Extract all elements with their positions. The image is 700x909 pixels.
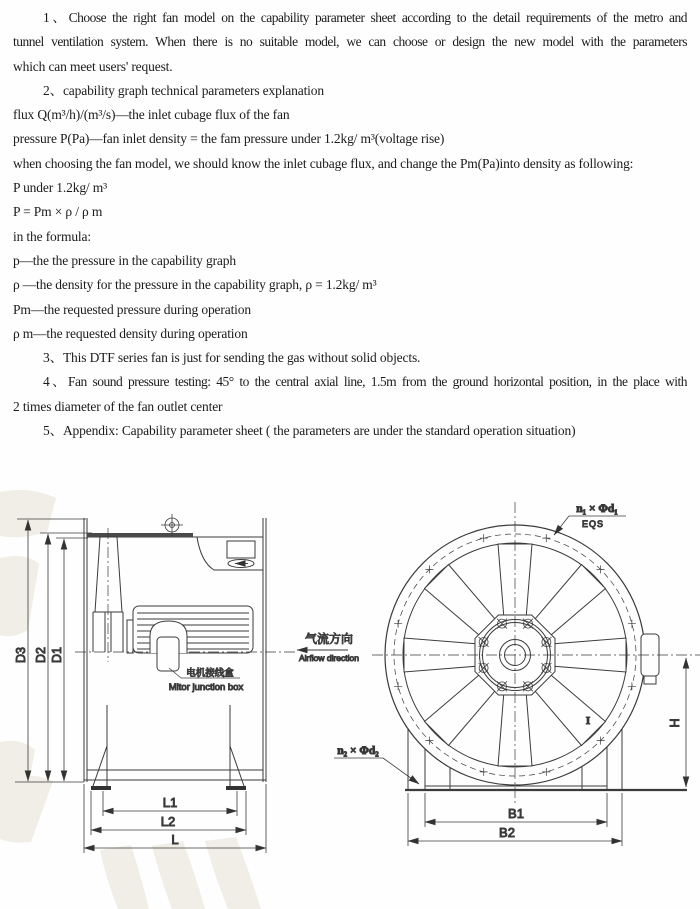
dim-label-h: H xyxy=(668,718,682,728)
doc-line: 2、capability graph technical parameters explanation xyxy=(43,82,324,98)
dim-label-d1: D1 xyxy=(50,647,64,663)
motor xyxy=(127,606,253,653)
dim-label-b1: B1 xyxy=(508,806,524,821)
doc-line: 5、Appendix: Capability parameter sheet ( the parameters are under the standard operation situation) xyxy=(43,423,576,439)
rim-terminal-tab xyxy=(641,634,659,684)
technical-drawings xyxy=(0,490,700,909)
junction-box-label-cn: 电机接线盒 xyxy=(186,668,234,679)
doc-line: ρ m––the requested density during operation xyxy=(13,325,248,341)
doc-line: 1、Choose the right fan model on the capability parameter sheet according to the detail requirements of the metro and xyxy=(43,10,687,25)
nameplate xyxy=(227,541,255,558)
dim-label-b2: B2 xyxy=(499,825,515,840)
doc-line: P under 1.2kg/ m³ xyxy=(13,180,107,196)
dim-label-l1: L1 xyxy=(162,795,178,810)
front-view xyxy=(334,502,700,846)
document-text xyxy=(13,6,687,443)
rim-bolt-label: n₁ × Φd₁ xyxy=(576,503,618,515)
eqs-label: EQS xyxy=(581,519,605,529)
doc-line: flux Q(m³/h)/(m³/s)––the inlet cubage flux of the fan xyxy=(13,107,290,123)
doc-line: when choosing the fan model, we should know the inlet cubage flux, and change the Pm(Pa)into density as following: xyxy=(13,155,634,171)
doc-line: P = Pm × ρ / ρ m xyxy=(13,204,103,220)
doc-line: pressure P(Pa)––fan inlet density = the fam pressure under 1.2kg/ m³(voltage rise) xyxy=(13,131,445,147)
watermark-logo xyxy=(0,490,261,909)
doc-line: in the formula: xyxy=(13,228,91,244)
airflow-label-cn: 气流方向 xyxy=(304,632,354,646)
side-view xyxy=(14,514,359,853)
base-bolt-label: n₂ × Φd₂ xyxy=(337,745,379,757)
dim-label-l: L xyxy=(171,832,179,847)
doc-line: tunnel ventilation system. When there is no suitable model, we can choose or design the new model with the parameters xyxy=(13,34,687,50)
mounting-feet xyxy=(91,705,246,790)
doc-line: p––the the pressure in the capability graph xyxy=(13,252,236,268)
doc-line: Pm––the requested pressure during operation xyxy=(13,301,251,317)
motor-junction-box xyxy=(150,621,187,671)
airflow-label-en: Airflow direction xyxy=(299,653,359,663)
lifting-eye-icon xyxy=(161,514,183,536)
doc-line: which can meet users' request. xyxy=(13,58,173,74)
doc-line: 3、This DTF series fan is just for sending the gas without solid objects. xyxy=(43,350,421,366)
base-bolt-callout xyxy=(334,758,419,784)
doc-line: ρ ––the density for the pressure in the capability graph, ρ = 1.2kg/ m³ xyxy=(13,277,377,293)
doc-line: 4、Fan sound pressure testing: 45° to the central axial line, 1.5m from the ground horizontal position, in the place with xyxy=(43,374,687,390)
section-mark: I xyxy=(585,715,591,727)
doc-line: 2 times diameter of the fan outlet center xyxy=(13,398,223,414)
junction-box-label-en: Mitor junction box xyxy=(168,682,244,693)
dim-label-d2: D2 xyxy=(34,647,48,663)
dim-label-d3: D3 xyxy=(14,647,28,663)
dim-label-l2: L2 xyxy=(160,814,176,829)
